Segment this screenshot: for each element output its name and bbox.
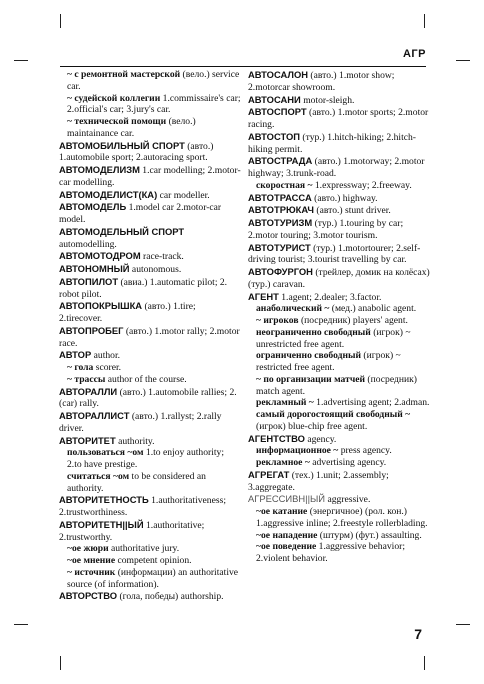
entry-headword: АГРЕГАТ xyxy=(248,468,290,480)
entry-phrase: ~ гола xyxy=(67,362,94,373)
entry-definition: (игрок) ~ restricted free agent. xyxy=(256,350,401,373)
entry-phrase: ~ судейской коллегии xyxy=(67,92,161,104)
entry-phrase: пользоваться ~ом xyxy=(67,447,144,459)
entry-definition: car modeller. xyxy=(157,189,210,201)
entry-headword: АВТОСАНИ xyxy=(248,93,301,105)
entry-headword: АВТОСАЛОН xyxy=(248,69,309,80)
page-number: 7 xyxy=(414,626,422,642)
dictionary-entry xyxy=(248,469,430,494)
entry-headword: АВТОР xyxy=(59,349,92,361)
dictionary-entry xyxy=(248,106,430,131)
dictionary-entry xyxy=(248,445,430,457)
entry-definition: (посредник) players' agent. xyxy=(298,315,408,326)
entry-definition: (авто.) 1.tire; 2.tirecover. xyxy=(59,301,196,324)
entry-phrase: ~ое катание xyxy=(256,506,308,517)
dictionary-entry xyxy=(248,69,430,94)
entry-phrase: неограниченно свободный xyxy=(256,326,371,338)
dictionary-entry xyxy=(248,155,430,180)
entry-phrase: ~ с ремонтной мастерской xyxy=(67,69,181,80)
entry-headword: АГЕНТСТВО xyxy=(248,432,305,444)
entry-definition: (тур.) 1.hitch-hiking; 2.hitch-hiking permit. xyxy=(248,131,417,155)
entry-definition: (авто.) 1.motor sports; 2.motor racing. xyxy=(248,107,429,130)
entry-definition: 1.agent; 2.dealer; 3.factor. xyxy=(278,291,382,303)
entry-definition: scorer. xyxy=(93,362,122,373)
dictionary-entry xyxy=(248,506,430,530)
dictionary-entry xyxy=(248,217,430,242)
entry-headword: АВТОРИТЕТНОСТЬ xyxy=(59,494,149,506)
entry-headword: АВТОРАЛЛИСТ xyxy=(59,410,130,421)
entry-phrase: самый дорогостоящий свободный ~ xyxy=(256,409,411,420)
entry-phrase: ~ое нападение xyxy=(256,529,318,541)
dictionary-entry xyxy=(248,374,430,398)
dictionary-entry xyxy=(248,541,430,565)
entry-phrase: скоростная ~ xyxy=(256,179,313,191)
dictionary-entry xyxy=(59,164,241,189)
entry-definition: (вело.) maintainance car. xyxy=(67,116,196,139)
entry-definition: competent opinion. xyxy=(115,555,192,566)
dictionary-entry xyxy=(59,374,241,386)
dictionary-entry xyxy=(248,315,430,327)
entry-definition: author of the course. xyxy=(105,373,187,385)
entry-definition: 1.commissaire's car; 2.official's car; 3.jury's car. xyxy=(67,92,241,116)
dictionary-entry xyxy=(248,493,430,506)
dictionary-entry xyxy=(59,590,241,603)
entry-phrase: ~ое мнение xyxy=(67,555,116,566)
entry-definition: 1.aggressive behavior; 2.violent behavior. xyxy=(256,541,405,564)
entry-headword: АВТОТРЮКАЧ xyxy=(248,204,314,216)
dictionary-entry xyxy=(248,433,430,446)
entry-headword: АГЕНТ xyxy=(248,290,279,302)
entry-headword: АВТОНОМНЫЙ xyxy=(59,263,130,274)
entry-phrase: ~ игроков xyxy=(256,315,299,326)
entry-definition: (гола, победы) authorship. xyxy=(117,591,224,603)
entry-definition: (авто.) 1.motor rally; 2.motor race. xyxy=(59,325,240,349)
entry-phrase: ограниченно свободный xyxy=(256,350,362,362)
dictionary-entry xyxy=(248,180,430,192)
entry-definition: (энергичное) (рол. кон.) 1.aggressive inline; 2.freestyle rollerblading. xyxy=(256,506,428,529)
dictionary-entry xyxy=(248,242,430,267)
entry-headword: АВТОТУРИЗМ xyxy=(248,217,313,228)
entry-headword: АВТОМОБИЛЬНЫЙ СПОРТ xyxy=(59,139,185,151)
entry-definition: press agency. xyxy=(338,445,392,457)
left-column xyxy=(59,69,241,603)
entry-headword: АВТОМОДЕЛИСТ(КА) xyxy=(59,188,158,200)
entry-definition: (вело.) service car. xyxy=(67,69,240,92)
dictionary-entry xyxy=(59,435,241,448)
header-rule xyxy=(60,66,426,67)
entry-headword: АВТОТРАССА xyxy=(248,191,312,203)
dictionary-entry xyxy=(59,543,241,555)
entry-definition: (посредник) match agent. xyxy=(256,373,417,397)
dictionary-entry xyxy=(248,291,430,304)
entry-phrase: считаться ~ом xyxy=(67,470,130,482)
entry-definition: (игрок) blue-chip free agent. xyxy=(256,420,368,432)
entry-headword: АВТОПИЛОТ xyxy=(59,275,119,287)
dictionary-entry xyxy=(59,567,241,591)
entry-phrase: анаболический ~ xyxy=(256,303,330,315)
dictionary-entry xyxy=(59,471,241,495)
entry-phrase: ~ трассы xyxy=(67,373,106,385)
entry-definition: (игрок) ~ unrestricted free agent. xyxy=(256,326,411,350)
entry-definition: to be considered an authority. xyxy=(67,470,206,494)
running-head: АГР xyxy=(402,48,426,60)
dictionary-entry xyxy=(59,519,241,544)
entry-headword: АВТОРСТВО xyxy=(59,590,118,602)
entry-definition: advertising agency. xyxy=(309,457,387,468)
entry-definition: 1.authoritative; 2.trustworthy. xyxy=(59,519,205,543)
entry-phrase: ~ по организации матчей xyxy=(256,373,366,385)
entry-definition: (трейлер, домик на колёсах) (тур.) caravan. xyxy=(248,267,430,290)
dictionary-entry xyxy=(248,530,430,542)
dictionary-entry xyxy=(59,410,241,435)
entry-headword: АВТОРИТЕТН||ЫЙ xyxy=(59,518,144,530)
dictionary-entry xyxy=(248,94,430,107)
entry-headword: АВТОПРОБЕГ xyxy=(59,324,124,336)
dictionary-entry xyxy=(59,226,241,251)
dictionary-entry xyxy=(59,276,241,301)
entry-phrase: рекламное ~ xyxy=(256,457,310,468)
dictionary-entry xyxy=(59,325,241,350)
dictionary-entry xyxy=(59,93,241,117)
entry-headword: АВТОМОДЕЛЬ xyxy=(59,201,127,213)
entry-headword: АВТОСТОП xyxy=(248,130,301,142)
dictionary-entry xyxy=(248,409,430,433)
entry-definition: (авто.) 1.rallyst; 2.rally driver. xyxy=(59,411,222,434)
entry-headword: АВТОПОКРЫШКА xyxy=(59,300,143,312)
dictionary-entry xyxy=(59,386,241,411)
dictionary-entry xyxy=(59,263,241,276)
entry-headword: АВТОСТРАДА xyxy=(248,155,313,167)
dictionary-entry xyxy=(59,447,241,471)
entry-definition: race-track. xyxy=(140,251,184,263)
entry-phrase: ~ое жюри xyxy=(67,543,109,555)
entry-definition: motor-sleigh. xyxy=(300,94,355,106)
entry-definition: (штурм) (фут.) assaulting. xyxy=(317,529,422,541)
entry-definition: 1.car modelling; 2.motor-car modelling. xyxy=(59,165,241,188)
entry-phrase: рекламный ~ xyxy=(256,397,314,409)
entry-phrase: ~ источник xyxy=(67,566,116,578)
dictionary-entry xyxy=(248,350,430,374)
dictionary-entry xyxy=(59,201,241,226)
entry-definition: 1.expressway; 2.freeway. xyxy=(312,179,412,191)
entry-definition: (авто.) highway. xyxy=(311,192,378,204)
entry-definition: automodelling. xyxy=(59,238,117,250)
dictionary-entry xyxy=(248,457,430,469)
entry-definition: (авто.) 1.motor show; 2.motorcar showroom. xyxy=(248,70,395,93)
entry-headword: АВТОМОТОДРОМ xyxy=(59,250,141,262)
entry-headword: АВТОСПОРТ xyxy=(248,106,307,118)
dictionary-entry xyxy=(248,397,430,409)
entry-definition: (тур.) 1.motortourer; 2.self-driving tourist; 3.tourist travelling by car. xyxy=(248,242,421,266)
entry-definition: (информации) an authoritative source (of information). xyxy=(67,566,239,590)
dictionary-entry xyxy=(59,555,241,567)
entry-definition: (авто.) 1.automobile sport; 2.autoracing sport. xyxy=(59,140,214,164)
entry-definition: (тех.) 1.unit; 2.assembly; 3.aggregate. xyxy=(248,469,389,493)
entry-phrase: ~ технической помощи xyxy=(67,116,167,127)
entry-definition: 1.model car 2.motor-car model. xyxy=(59,202,222,225)
entry-definition: autonomous. xyxy=(129,264,182,275)
dictionary-entry xyxy=(248,303,430,315)
dictionary-entry xyxy=(59,189,241,202)
dictionary-entry xyxy=(248,204,430,217)
entry-phrase: ~ое поведение xyxy=(256,541,317,553)
dictionary-entry xyxy=(59,140,241,165)
entry-headword: АГРЕССИВН||ЫЙ xyxy=(248,493,326,505)
entry-phrase: информационное ~ xyxy=(256,445,339,457)
entry-definition: 1.to enjoy authority; 2.to have prestige. xyxy=(67,447,224,470)
entry-headword: АВТОРИТЕТ xyxy=(59,434,116,446)
entry-definition: (мед.) anabolic agent. xyxy=(329,303,417,315)
dictionary-entry xyxy=(59,362,241,374)
entry-definition: (авиа.) 1.automatic pilot; 2. robot pilot. xyxy=(59,276,228,300)
entry-definition: authoritative jury. xyxy=(108,543,180,555)
dictionary-entry xyxy=(59,494,241,519)
entry-definition: (авто.) 1.motorway; 2.motor highway; 3.trunk-road. xyxy=(248,156,425,179)
right-column xyxy=(248,69,430,565)
entry-definition: agency. xyxy=(304,433,337,445)
dictionary-entry xyxy=(59,116,241,140)
dictionary-entry xyxy=(59,349,241,362)
entry-definition: aggressive. xyxy=(325,494,371,506)
entry-definition: (авто.) 1.automobile rallies; 2.(car) rally. xyxy=(59,386,237,410)
entry-definition: (авто.) stunt driver. xyxy=(313,205,391,217)
dictionary-entry xyxy=(59,300,241,325)
entry-headword: АВТОМОДЕЛЬНЫЙ СПОРТ xyxy=(59,225,185,237)
entry-headword: АВТОТУРИСТ xyxy=(248,241,311,253)
dictionary-entry xyxy=(248,192,430,205)
entry-headword: АВТОМОДЕЛИЗМ xyxy=(59,164,140,175)
dictionary-entry xyxy=(59,69,241,93)
entry-definition: (тур.) 1.touring by car; 2.motor touring; 3.motor tourism. xyxy=(248,218,404,241)
entry-headword: АВТОФУРГОН xyxy=(248,266,313,277)
dictionary-entry xyxy=(248,327,430,351)
entry-definition: 1.advertising agent; 2.adman. xyxy=(313,397,430,409)
dictionary-entry xyxy=(59,250,241,263)
entry-headword: АВТОРАЛЛИ xyxy=(59,385,118,397)
entry-definition: 1.authoritativeness; 2.trustworthiness. xyxy=(59,495,226,518)
dictionary-entry xyxy=(248,266,430,291)
entry-definition: author. xyxy=(91,350,121,362)
dictionary-entry xyxy=(248,131,430,156)
entry-definition: authority. xyxy=(115,435,155,447)
